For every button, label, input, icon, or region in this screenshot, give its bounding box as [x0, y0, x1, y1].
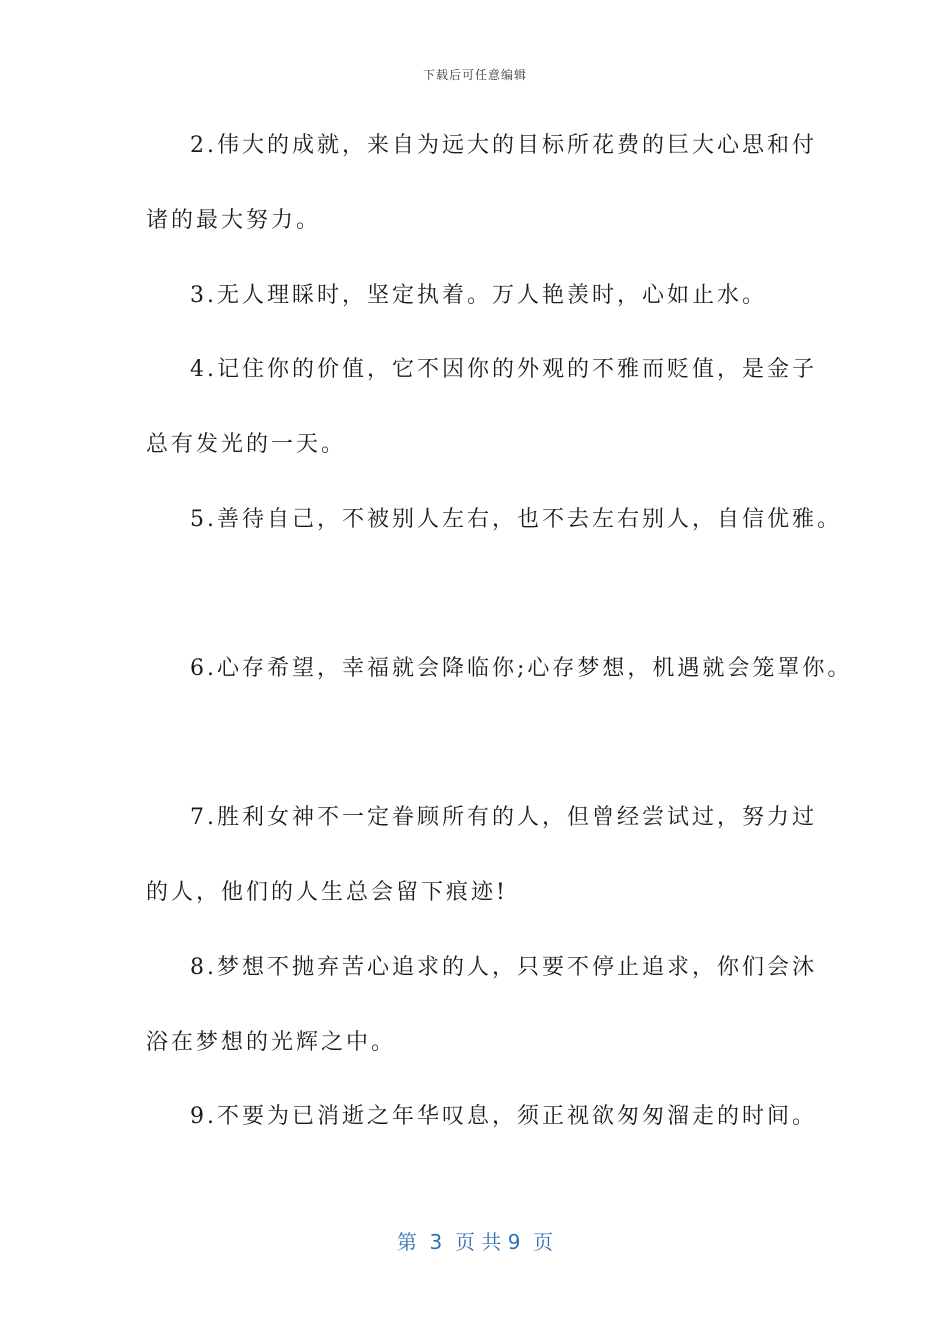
paragraph-5-line-1: 5.善待自己，不被别人左右，也不去左右别人，自信优雅。 [190, 507, 842, 532]
paragraph-7-line-2: 的人，他们的人生总会留下痕迹! [146, 880, 508, 905]
paragraph-7-line-1: 7.胜利女神不一定眷顾所有的人，但曾经尝试过，努力过 [190, 805, 817, 830]
paragraph-8-line-1: 8.梦想不抛弃苦心追求的人，只要不停止追求，你们会沐 [190, 955, 817, 980]
paragraph-4-line-2: 总有发光的一天。 [146, 432, 347, 457]
page-number-footer: 第 3 页 共 9 页 [396, 1230, 554, 1254]
header-note: 下载后可任意编辑 [422, 68, 527, 82]
paragraph-8-line-2: 浴在梦想的光辉之中。 [146, 1030, 397, 1055]
paragraph-6-line-1: 6.心存希望，幸福就会降临你;心存梦想，机遇就会笼罩你。 [190, 656, 853, 681]
paragraph-4-line-1: 4.记住你的价值，它不因你的外观的不雅而贬值，是金子 [190, 357, 817, 382]
paragraph-2-line-2: 诸的最大努力。 [146, 208, 322, 233]
paragraph-9-line-1: 9.不要为已消逝之年华叹息，须正视欲匆匆溜走的时间。 [190, 1104, 817, 1129]
paragraph-2-line-1: 2.伟大的成就，来自为远大的目标所花费的巨大心思和付 [190, 133, 817, 158]
paragraph-3-line-1: 3.无人理睬时，坚定执着。万人艳羡时，心如止水。 [190, 283, 767, 308]
